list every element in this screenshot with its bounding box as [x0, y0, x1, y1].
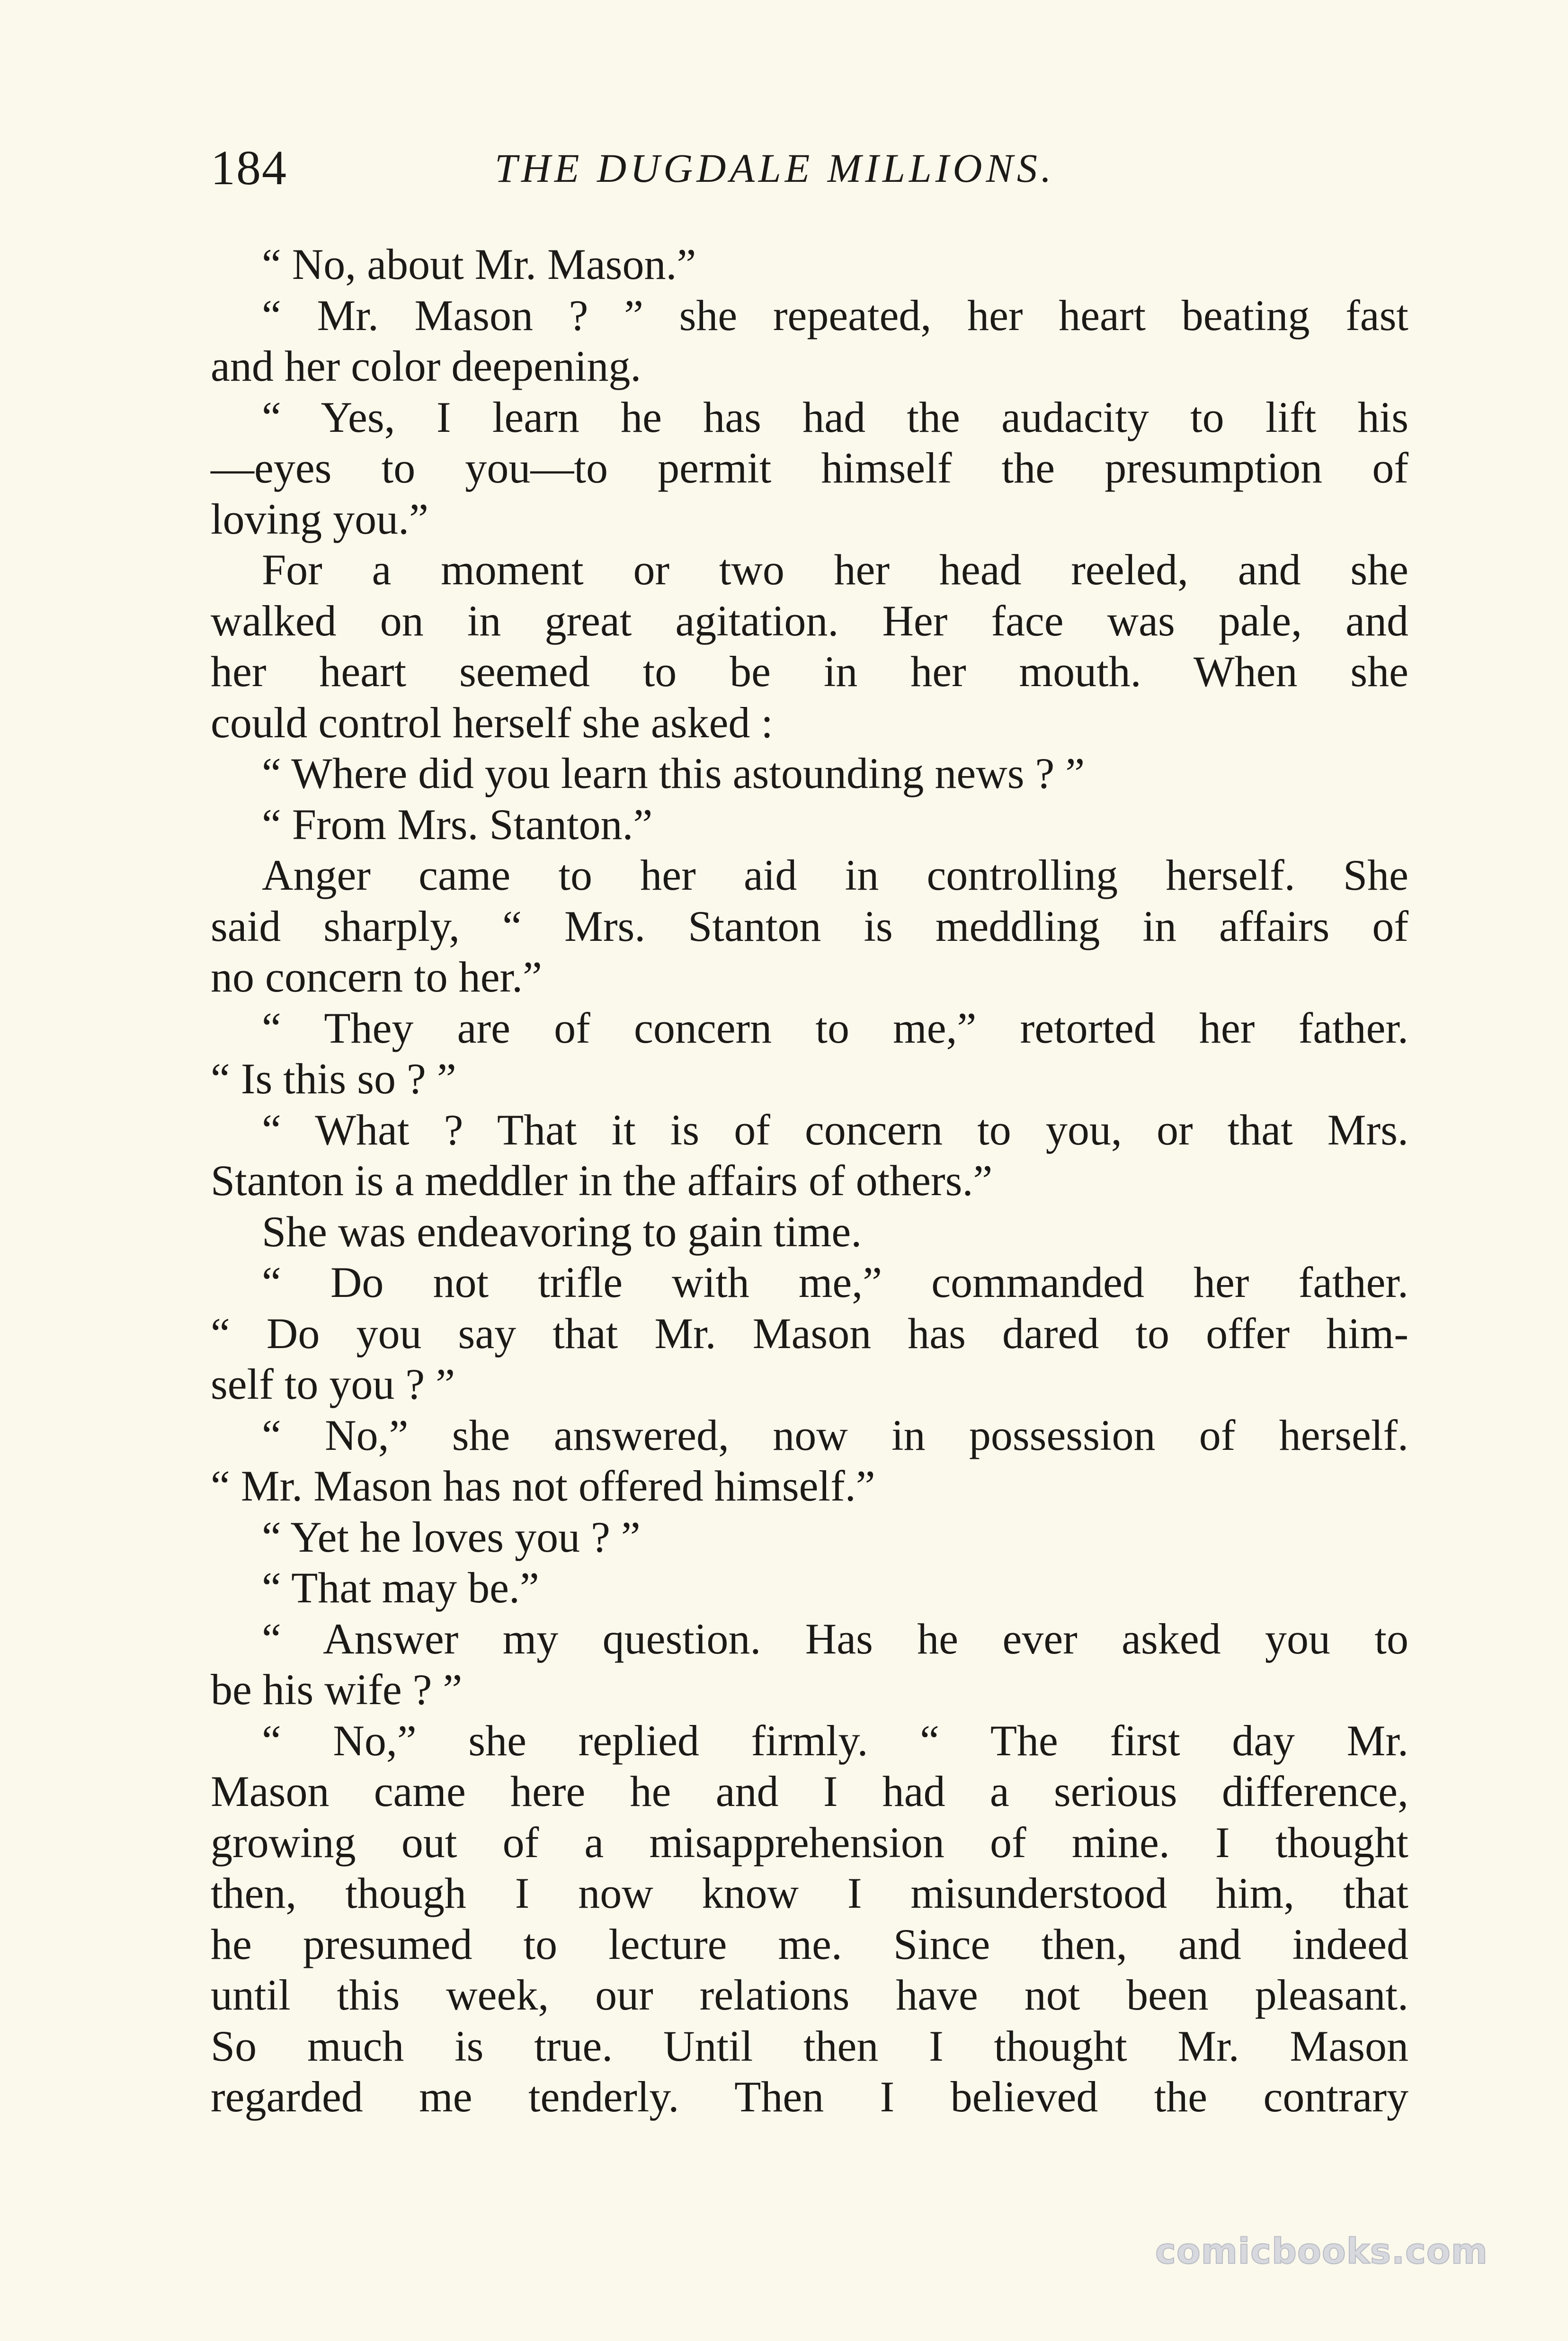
text-line: “ Do you say that Mr. Mason has dared to offer him-	[211, 1309, 1408, 1358]
text-line: be his wife ? ”	[211, 1665, 463, 1714]
text-line: until this week, our relations have not been pleasant.	[211, 1971, 1408, 2019]
text-line: —eyes to you—to permit himself the presumption of	[211, 444, 1408, 492]
text-line: “ Do not trifle with me,” commanded her father.	[262, 1258, 1408, 1306]
text-line: “ No,” she answered, now in possession of herself.	[262, 1411, 1408, 1459]
text-line: “ They are of concern to me,” retorted her father.	[262, 1003, 1408, 1052]
text-line: She was endeavoring to gain time.	[262, 1207, 862, 1256]
text-line: could control herself she asked :	[211, 698, 773, 747]
text-line: and her color deepening.	[211, 342, 641, 390]
running-head	[211, 137, 1413, 199]
text-line: “ Is this so ? ”	[211, 1054, 456, 1103]
running-title: THE DUGDALE MILLIONS.	[495, 145, 1055, 191]
text-line: For a moment or two her head reeled, and she	[262, 545, 1408, 594]
text-line: walked on in great agitation. Her face was pale, and	[211, 596, 1408, 645]
text-line: So much is true. Until then I thought Mr. Mason	[211, 2021, 1408, 2070]
text-line: “ Yet he loves you ? ”	[262, 1512, 641, 1561]
text-line: “ From Mrs. Stanton.”	[262, 800, 653, 849]
text-line: regarded me tenderly. Then I believed the contrary	[211, 2073, 1408, 2121]
watermark: comicbooks.com	[1155, 2231, 1488, 2272]
text-line: no concern to her.”	[211, 953, 542, 1001]
text-line: then, though I now know I misunderstood him, that	[211, 1869, 1408, 1917]
text-line: growing out of a misapprehension of mine. I thought	[211, 1818, 1408, 1867]
text-line: “ What ? That it is of concern to you, or that Mrs.	[262, 1105, 1408, 1154]
body-text	[211, 239, 1408, 2123]
text-line: said sharply, “ Mrs. Stanton is meddling in affairs of	[211, 902, 1408, 950]
text-line: “ Yes, I learn he has had the audacity to lift his	[262, 393, 1408, 441]
text-line: “ Mr. Mason ? ” she repeated, her heart beating fast	[262, 291, 1408, 340]
text-line: self to you ? ”	[211, 1360, 455, 1408]
text-line: “ Where did you learn this astounding news ? ”	[262, 749, 1085, 797]
text-line: “ Answer my question. Has he ever asked you to	[262, 1614, 1408, 1663]
text-line: “ No, about Mr. Mason.”	[262, 240, 696, 288]
text-line: he presumed to lecture me. Since then, and indeed	[211, 1920, 1408, 1968]
text-line: “ That may be.”	[262, 1564, 539, 1612]
text-line: her heart seemed to be in her mouth. When she	[211, 647, 1408, 696]
text-line: Mason came here he and I had a serious difference,	[211, 1767, 1408, 1815]
text-line: Anger came to her aid in controlling herself. She	[262, 851, 1408, 899]
text-line: loving you.”	[211, 494, 428, 543]
text-line: “ Mr. Mason has not offered himself.”	[211, 1462, 875, 1510]
text-line: “ No,” she replied firmly. “ The first day Mr.	[262, 1716, 1408, 1765]
page-number: 184	[211, 141, 287, 195]
text-line: Stanton is a meddler in the affairs of others.”	[211, 1156, 993, 1205]
